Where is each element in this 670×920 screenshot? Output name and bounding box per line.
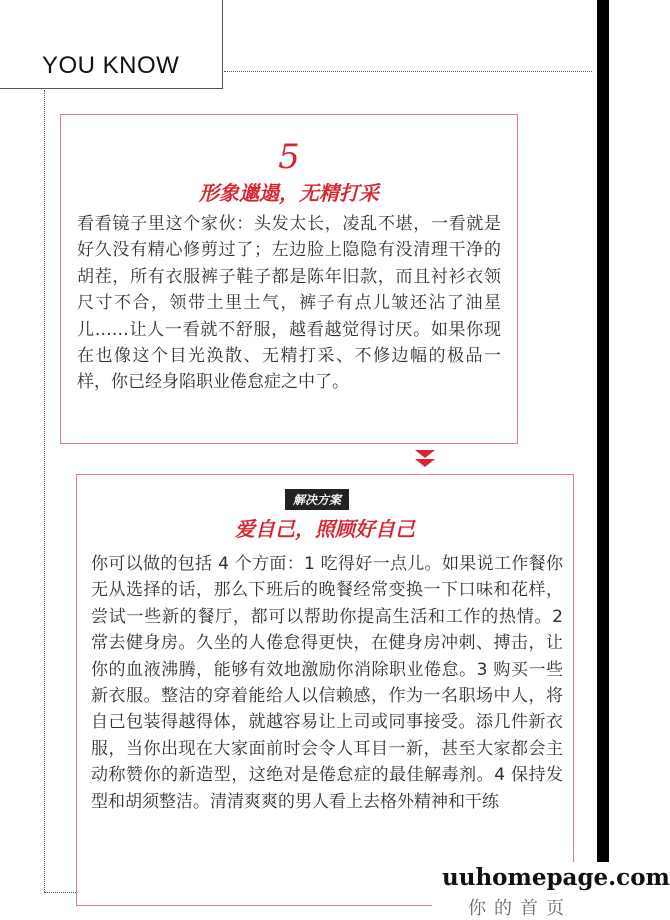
dotted-divider-left [44,90,45,892]
dotted-divider-top [224,71,592,72]
page-edge-bar [597,0,609,862]
watermark [432,862,670,920]
watermark-subtitle: 你的首页 [468,898,572,919]
section-heading: 形象邋遢，无精打采 [199,181,379,205]
section-body: 看看镜子里这个家伙：头发太长，凌乱不堪，一看就是好久没有精心修剪过了；左边脸上隐隐有没清理干净的胡茬，所有衣服裤子鞋子都是陈年旧款，而且衬衫衣领尺寸不合，领带土里土气，裤子有点儿皱还沾了油星儿……让人一看就不舒服，越看越觉得讨厌。如果你现在也像这个目光涣散、无精打采、不修边幅的极品一样，你已经身陷职业倦怠症之中了。 [77,214,501,393]
solution-box [76,474,574,906]
page-title: YOU KNOW [42,52,180,79]
solution-body: 你可以做的包括 4 个方面：1 吃得好一点儿。如果说工作餐你无从选择的话，那么下班后的晚餐经常变换一下口味和花样，尝试一些新的餐厅，都可以帮助你提高生活和工作的热情。2 常去健身房。久坐的人倦怠得更快，在健身房冲刺、搏击，让你的血液沸腾，能够有效地激励你消除职业倦怠。3 购买一些新衣服。整洁的穿着能给人以信赖感，作为一名职场中人，将自己包装得越得体，就越容易让上司或同事接受。添几件新衣服，当你出现在大家面前时会令人耳目一新，甚至大家都会主动称赞你的新造型，这绝对是倦怠症的最佳解毒剂。4 保持发型和胡须整洁。清清爽爽的男人看上去格外精神和干练 [91,554,563,812]
solution-heading: 爱自己，照顾好自己 [235,517,415,541]
watermark-url: uuhomepage.com [442,864,670,891]
solution-badge: 解决方案 [285,489,349,510]
double-chevron-down-icon [412,448,438,470]
section-number: 5 [278,137,300,177]
symptom-box [60,114,518,444]
